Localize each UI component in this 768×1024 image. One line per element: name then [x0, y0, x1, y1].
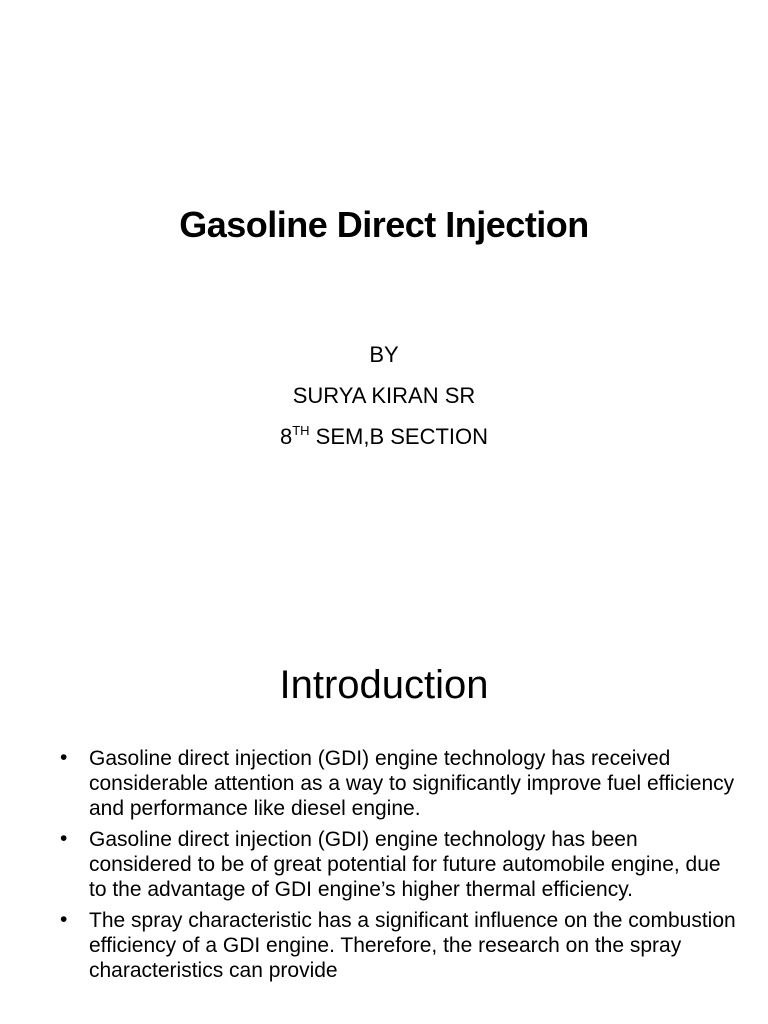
- bullet-list: [60, 746, 740, 989]
- bullet-item: [60, 827, 740, 902]
- semester-ordinal-suffix: TH: [292, 423, 310, 438]
- introduction-slide: [0, 576, 768, 1024]
- bullet-text: Gasoline direct injection (GDI) engine technology has received considerable attention as a way to significantly improve fuel efficiency and performance like diesel engine.: [89, 747, 735, 820]
- by-label: BY: [369, 342, 399, 367]
- bullet-dot-icon: •: [60, 746, 68, 769]
- semester-number: 8: [279, 424, 293, 449]
- bullet-item: [60, 908, 740, 983]
- author-block: [0, 338, 768, 461]
- bullet-dot-icon: •: [60, 908, 68, 931]
- slide-title: Introduction: [279, 663, 489, 707]
- author-name: SURYA KIRAN SR: [292, 383, 476, 408]
- section-info: [0, 420, 768, 461]
- bullet-item: [60, 746, 740, 821]
- presentation-title: Gasoline Direct Injection: [179, 204, 589, 245]
- bullet-dot-icon: •: [60, 827, 68, 850]
- section-label: SEM,B SECTION: [309, 424, 489, 449]
- bullet-text: Gasoline direct injection (GDI) engine technology has been considered to be of great potential for future automobile engine, due to the advantage of GDI engine’s higher thermal efficiency.: [89, 828, 721, 901]
- bullet-text: The spray characteristic has a significant influence on the combustion efficiency of a GDI engine. Therefore, the research on the spray characteristics can provide: [89, 909, 736, 982]
